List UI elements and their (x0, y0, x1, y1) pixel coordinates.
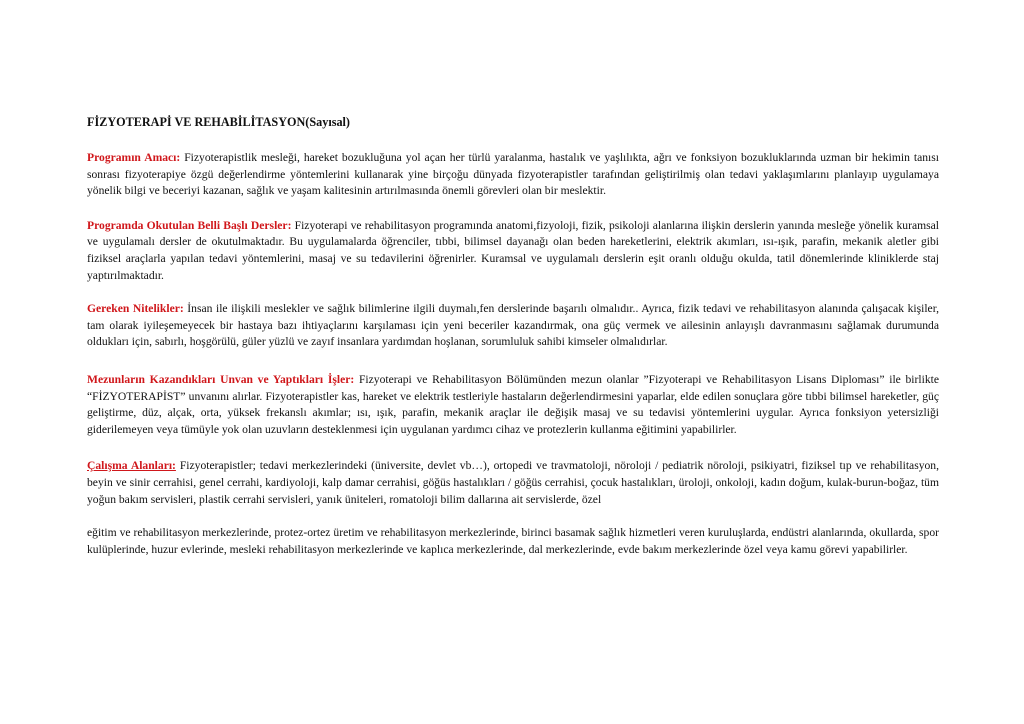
document-title: FİZYOTERAPİ VE REHABİLİTASYON(Sayısal) (87, 115, 350, 129)
section-work-areas-continuation: eğitim ve rehabilitasyon merkezlerinde, protez-ortez üretim ve rehabilitasyon merkezlerinde, birinci basamak sağlık hizmetleri veren kuruluşlarda, endüstri alanlarında, okullarda, spor kulüplerinde, huzur evlerinde, mesleki rehabilitasyon merkezlerinde ve kaplıca merkezlerinde, dal merkezlerinde, evde bakım merkezlerinde özel veya kamu görevi yapabilirler. (87, 526, 939, 556)
section-label: Programda Okutulan Belli Başlı Dersler: (87, 218, 292, 232)
section-label: Gereken Nitelikler: (87, 302, 184, 316)
section-text: Fizyoterapi ve rehabilitasyon programında anatomi,fizyoloji, fizik, psikoloji alanlarına ilişkin derslerin yanında mesleğe yönelik kuramsal ve uygulamalı dersler de okutulmaktadır. Bu uygulamalarda öğrenciler, tıbbi, bilimsel dayanağı olan beden hareketlerini, elektrik akımları, ısı-ışık, parafin, mekanik aletler gibi fiziksel araçlarla yapılan tedavi yöntemlerini, masaj ve su tedavilerini öğrenirler. Kuramsal ve uygulamalı derslerin eşit oranlı olduğu okulda, tatil dönemlerinde kliniklerde staj yaptırılmaktadır. (87, 218, 939, 282)
section-label: Programın Amacı: (87, 151, 181, 164)
section-courses (87, 218, 939, 284)
section-graduate-titles (87, 372, 939, 438)
section-text: Fizyoterapistlik mesleği, hareket bozukluğuna yol açan her türlü yaralanma, hastalık ve yaşlılıkta, ağrı ve fonksiyon bozukluklarında uzman bir hekimin tanısı sonrası fizyoterapiye özgü değerlendirme yöntemlerini kullanarak yine birçoğu dünyada fizyoterapistler tarafından geliştirilmiş olan tedavi yaklaşımlarını planlayıp uygulamaya yönelik bilgi ve beceriyi kazanan, sağlık ve yaşam kalitesinin artırılmasında önemli görevleri olan bir meslektir. (87, 151, 940, 198)
section-program-purpose (87, 150, 939, 200)
section-work-areas (87, 458, 939, 508)
section-text: Fizyoterapistler; tedavi merkezlerindeki (üniversite, devlet vb…), ortopedi ve travmatoloji, nöroloji / pediatrik nöroloji, psikiyatri, fiziksel tıp ve rehabilitasyon, beyin ve sinir cerrahisi, genel cerrahi, kardiyoloji, kalp damar cerrahisi, göğüs hastalıkları / göğüs cerrahisi, çocuk hastalıkları, üroloji, onkoloji, kadın doğum, kulak-burun-boğaz, tüm yoğun bakım servisleri, plastik cerrahi servisleri, yanık üniteleri, romatoloji bilim dallarına ait servislerde, özel (87, 459, 940, 506)
section-text: Fizyoterapi ve Rehabilitasyon Bölümünden mezun olanlar ”Fizyoterapi ve Rehabilitasyon Lisans Diploması” ile birlikte “FİZYOTERAPİST” unvanını alırlar. Fizyoterapistler kas, hareket ve elektrik testleriyle hastaların değerlendirmesini yaparlar, elde edilen sonuçlara göre tıbbi bilimsel hareketler, güç geliştirme, düz, alçak, orta, yüksek frekanslı akımlar; ısı, ışık, parafin, mekanik araçlar ile değişik masaj ve su tedavisi yöntemlerini uygular. Ayrıca fonksiyon yetersizliği giderilemeyen veya tümüyle yok olan uzuvların desteklenmesi için uygulanan yardımcı cihaz ve protezlerin kullanma eğitimini yapabilirler. (87, 372, 939, 436)
section-label: Çalışma Alanları: (87, 459, 176, 473)
section-text: İnsan ile ilişkili meslekler ve sağlık bilimlerine ilgili duymalı,fen derslerinde başarılı olmalıdır.. Ayrıca, fizik tedavi ve rehabilitasyon alanında çalışacak kişiler, tam olarak iyileşemeyecek bir hastaya bazı ihtiyaçlarını karşılaması için yeni beceriler kazandırmak, ona güç vermek ve ailesinin anlayışlı davranmasını sağlamak durumunda oldukları için, sabırlı, hoşgörülü, güler yüzlü ve zayıf insanlara yardımdan hoşlanan, sorumluluk sahibi kimseler olmalıdırlar. (87, 302, 939, 349)
section-required-qualities (87, 301, 939, 351)
document-page (87, 115, 939, 558)
section-label: Mezunların Kazandıkları Unvan ve Yaptıkları İşler: (87, 372, 355, 386)
